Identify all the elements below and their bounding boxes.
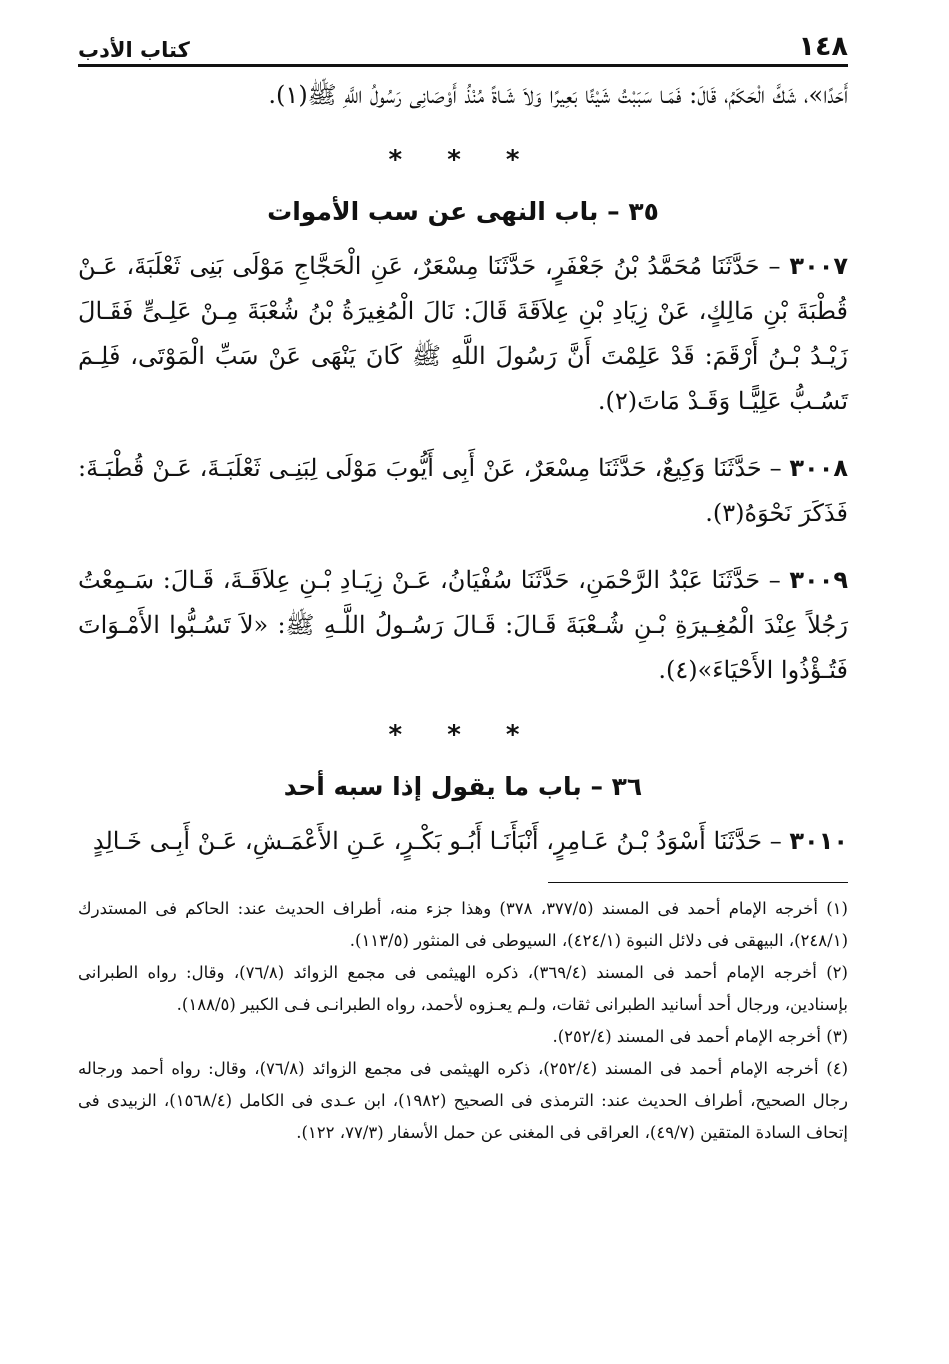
hadith-text: – حَدَّثَنَا وَكِيعٌ، حَدَّثَنَا مِسْعَرٌ، عَنْ أَبِى أَيُّوبَ مَوْلَى لِبَنِـى ثَعْلَبَـةَ، عَـنْ قُطْبَـةَ: فَذَكَرَ نَحْوَهُ(٣). bbox=[78, 454, 848, 527]
hadith-number: ٣٠٠٧ bbox=[789, 252, 849, 280]
hadith-text: – حَدَّثَنَا عَبْدُ الرَّحْمَنِ، حَدَّثَنَا سُفْيَانُ، عَـنْ زِيَـادِ بْـنِ عِلاَقَـةَ، قَـالَ: سَـمِعْتُ رَجُلاً عِنْدَ الْمُغِـيرَةِ بْـنِ شُـعْبَةَ قَـالَ: قَـالَ رَسُـولُ اللَّـهِ ﷺ: «لاَ تَسُـبُّوا الأَمْـوَاتَ فَتُـؤْذُوا الأَحْيَاءَ»(٤). bbox=[78, 566, 848, 684]
hadith-text: – حَدَّثَنَا أَسْوَدُ بْـنُ عَـامِرٍ، أَنْبَأَنَـا أَبُـو بَكْـرٍ، عَـنِ الأَعْمَـشِ، عَـنْ أَبِـى خَـالِدٍ bbox=[92, 827, 782, 855]
footnote-3: (٣) أخرجه الإمام أحمد فى المسند (٢٥٢/٤). bbox=[552, 1027, 848, 1046]
footnote-divider bbox=[548, 882, 848, 883]
page-header bbox=[78, 20, 848, 67]
main-text bbox=[78, 73, 848, 864]
page-number: ١٤٨ bbox=[798, 31, 848, 62]
hadith-number: ٣٠١٠ bbox=[789, 827, 848, 855]
section-separator-stars: * * * bbox=[388, 720, 538, 750]
book-page bbox=[78, 20, 848, 1149]
hadith-text: – حَدَّثَنَا مُحَمَّدُ بْنُ جَعْفَرٍ، حَدَّثَنَا مِسْعَرٌ، عَنِ الْحَجَّاجِ مَوْلَى بَنِى ثَعْلَبَةَ، عَـنْ قُطْبَةَ بْنِ مَالِكٍ، عَنْ زِيَادِ بْنِ عِلاَقَةَ قَالَ: نَالَ الْمُغِيرَةُ بْنُ شُعْبَةَ مِـنْ عَلِـىٍّ فَقَـالَ زَيْـدُ بْـنُ أَرْقَمَ: قَدْ عَلِمْتَ أَنَّ رَسُولَ اللَّهِ ﷺ كَانَ يَنْهَى عَنْ سَبِّ الْمَوْتَى، فَلِـمَ تَسُـبُّ عَلِيًّـا وَقَـدْ مَاتَ(٢). bbox=[78, 252, 848, 415]
chapter-heading-36: ٣٦ – باب ما يقول إذا سبه أحد bbox=[283, 772, 643, 801]
hadith-3010 bbox=[78, 819, 848, 864]
footnote-1: (١) أخرجه الإمام أحمد فى المسند (٣٧٧/٥، ٣٧٨) وهذا جزء منه، أطراف الحديث عند: الحاكم فى المستدرك (٢٤٨/١)، البيهقى فى دلائل النبوة (٤٢٤/١)، السيوطى فى المنثور (١١٣/٥). bbox=[78, 899, 848, 950]
continuation-paragraph: أَحَدًا»، شَكَّ الْحَكَمُ، قَالَ: فَمَـا سَبَبْتُ شَيْئًا بَعِيرًا وَلاَ شَـاةً مُنْذُ أَوْصَانِى رَسُولُ اللَّهِ ﷺ(١). bbox=[268, 81, 848, 109]
section-separator-stars: * * * bbox=[388, 145, 538, 175]
footnotes bbox=[78, 893, 848, 1149]
footnote-4: (٤) أخرجه الإمام أحمد فى المسند (٢٥٢/٤)، ذكره الهيثمى فى مجمع الزوائد (٧٦/٨)، وقال: رواه أحمد ورجاله رجال الصحيح، أطراف الحديث عند: الترمذى فى الصحيح (١٩٨٢)، ابن عـدى فى الكامل (١٥٦٨/٤)، الزبيدى فى إتحاف السادة المتقين (٤٩/٧)، العراقى فى المغنى عن حمل الأسفار (٧٧/٣، ١٢٢). bbox=[78, 1059, 848, 1142]
hadith-number: ٣٠٠٩ bbox=[789, 566, 848, 594]
footnote-2: (٢) أخرجه الإمام أحمد فى المسند (٣٦٩/٤)، ذكره الهيثمى فى مجمع الزوائد (٧٦/٨)، وقال: رواه الطبرانى بإسنادين، ورجال أحد أسانيد الطبرانى ثقات، ولـم يعـزوه لأحمد، رواه الطبرانـى فـى الكبير (١٨٨/٥). bbox=[78, 963, 848, 1014]
hadith-3008 bbox=[78, 446, 848, 536]
chapter-heading-35: ٣٥ – باب النهى عن سب الأموات bbox=[267, 197, 659, 226]
hadith-number: ٣٠٠٨ bbox=[789, 454, 848, 482]
hadith-3009 bbox=[78, 558, 848, 693]
hadith-3007 bbox=[78, 244, 848, 424]
book-title: كتاب الأدب bbox=[78, 38, 190, 62]
